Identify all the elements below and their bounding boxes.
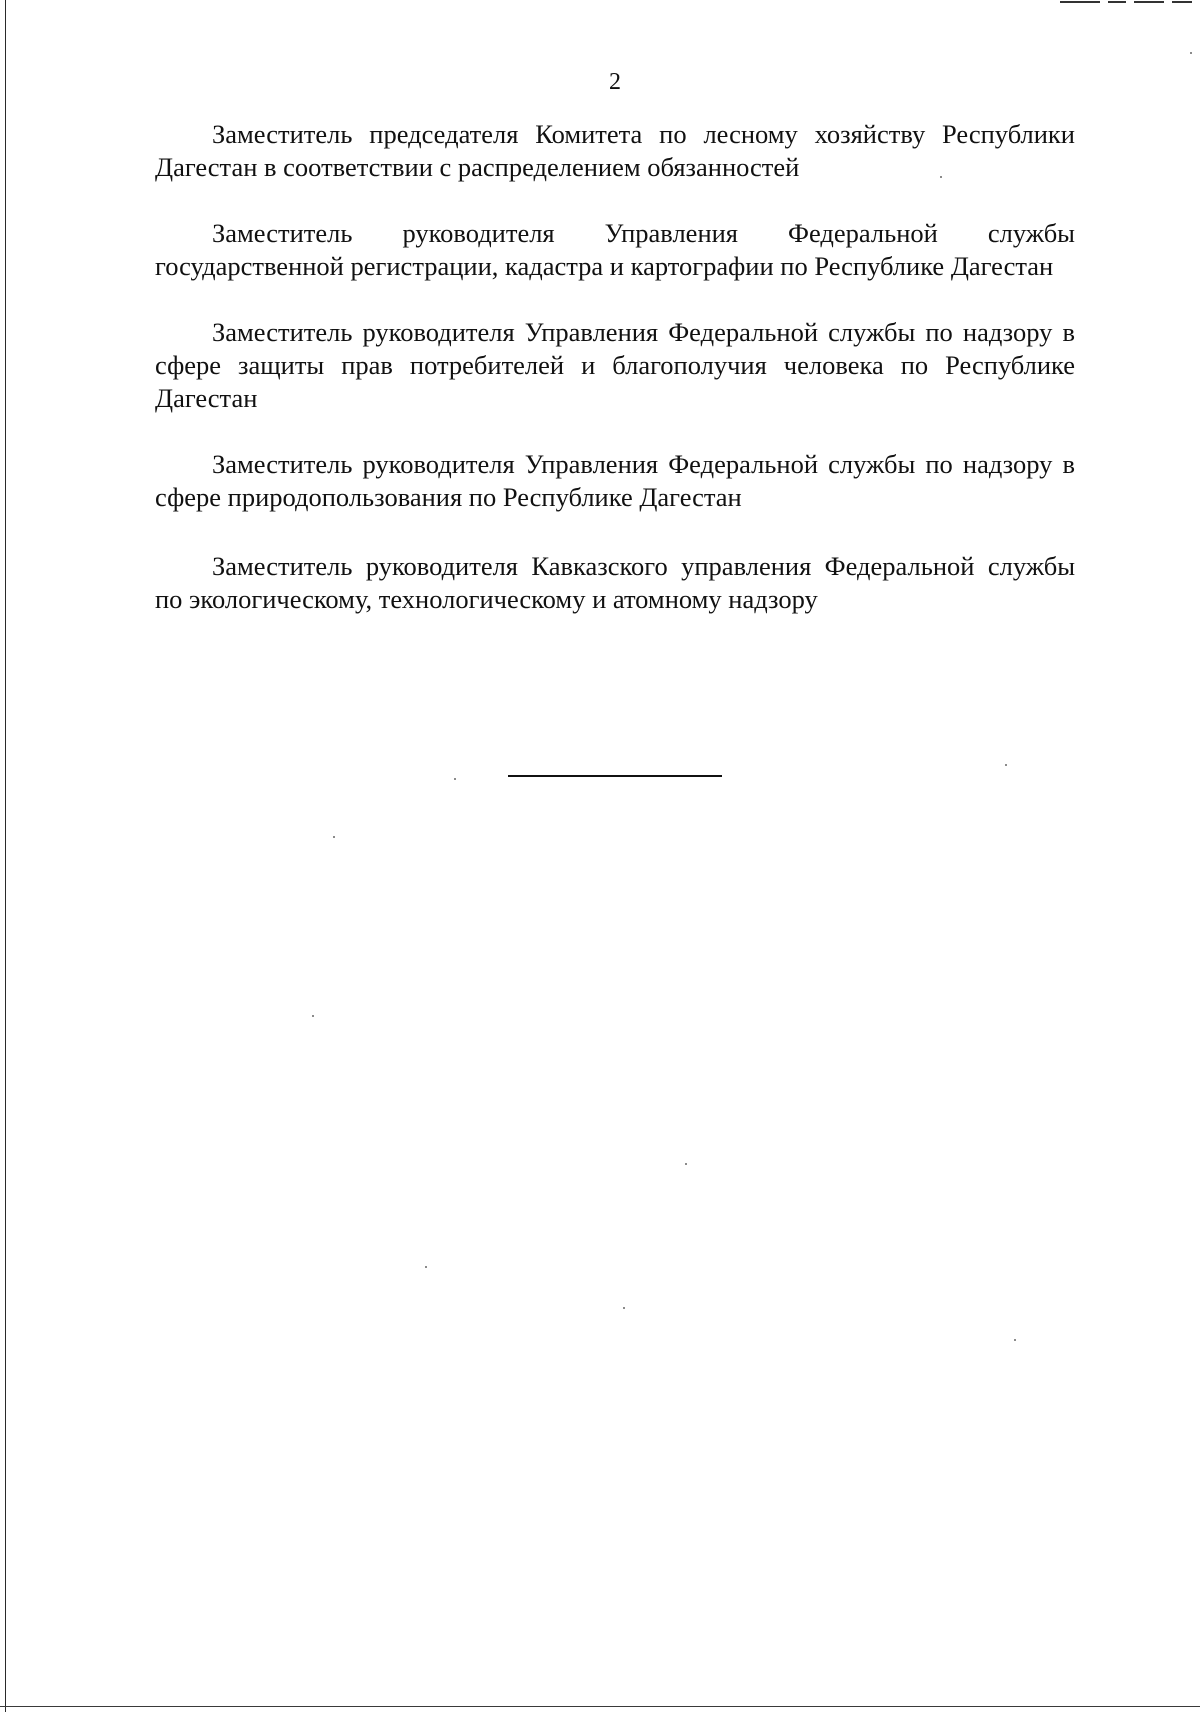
closing-rule — [508, 775, 722, 777]
scan-speck — [623, 1307, 625, 1309]
scan-speck — [312, 1015, 314, 1017]
page-number: 2 — [609, 69, 621, 95]
position-entry: Заместитель руководителя Управления Федеральной службы государственной регистрации, кадастра и картографии по Республике Дагестан — [155, 218, 1075, 281]
position-entry: Заместитель руководителя Управления Федеральной службы по надзору в сфере природопользования по Республике Дагестан — [155, 449, 1075, 512]
position-entry: Заместитель руководителя Кавказского управления Федеральной службы по экологическому, технологическому и атомному надзору — [155, 551, 1075, 614]
position-entry: Заместитель председателя Комитета по лесному хозяйству Республики Дагестан в соответствии с распределением обязанностей — [155, 119, 1075, 182]
scan-top-marks — [1060, 1, 1200, 4]
scan-speck — [454, 778, 456, 780]
scan-bottom-edge — [0, 1706, 1200, 1707]
scan-speck — [1005, 764, 1007, 766]
scan-speck — [333, 836, 335, 838]
scan-speck — [685, 1163, 687, 1165]
scan-left-edge — [5, 0, 6, 1712]
position-list — [155, 118, 1075, 648]
position-entry: Заместитель руководителя Управления Федеральной службы по надзору в сфере защиты прав потребителей и благополучия человека по Республике Дагестан — [155, 317, 1075, 413]
scan-speck — [425, 1266, 427, 1268]
scan-speck — [1014, 1339, 1016, 1341]
scan-speck — [1190, 52, 1192, 54]
